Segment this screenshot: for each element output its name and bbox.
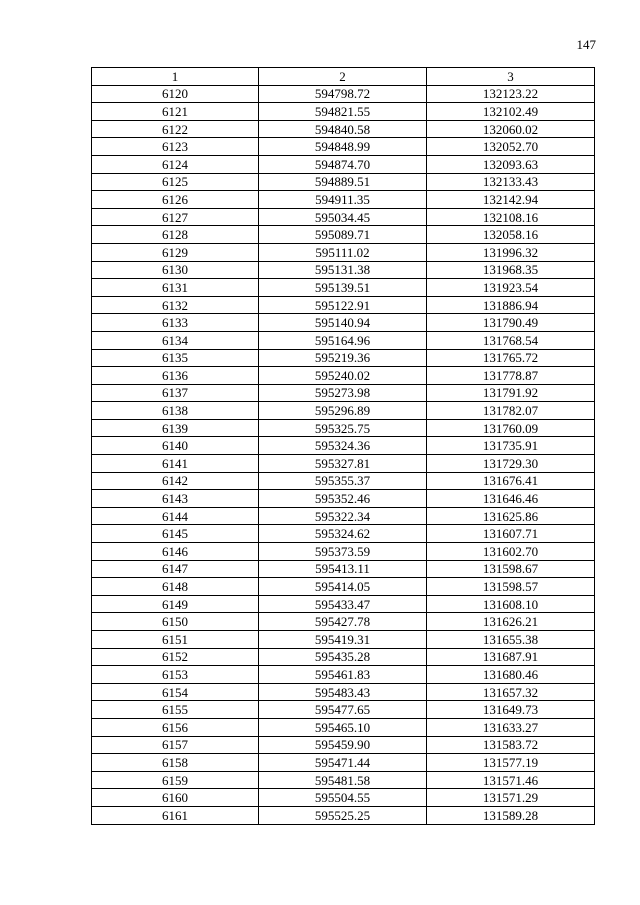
table-row	[92, 754, 595, 772]
table-cell-col-1: 6138	[92, 402, 259, 420]
page-number: 147	[576, 37, 596, 52]
table-row	[92, 243, 595, 261]
table-row	[92, 279, 595, 297]
table-cell-col-3: 131598.67	[427, 560, 595, 578]
table-cell-col-1: 6126	[92, 191, 259, 209]
table-cell-col-1: 6140	[92, 437, 259, 455]
table-cell-col-2: 595427.78	[259, 613, 427, 631]
table-cell-col-1: 6122	[92, 120, 259, 138]
table-row	[92, 314, 595, 332]
table-row	[92, 226, 595, 244]
table-cell-col-1: 6125	[92, 173, 259, 191]
table-row	[92, 208, 595, 226]
table-cell-col-2: 595435.28	[259, 648, 427, 666]
table-cell-col-3: 131633.27	[427, 718, 595, 736]
table-cell-col-1: 6144	[92, 507, 259, 525]
table-cell-col-3: 131782.07	[427, 402, 595, 420]
table-cell-col-3: 131625.86	[427, 507, 595, 525]
table-cell-col-1: 6157	[92, 736, 259, 754]
table-cell-col-3: 131791.92	[427, 384, 595, 402]
table-cell-col-2: 595481.58	[259, 771, 427, 789]
table-cell-col-3: 131646.46	[427, 490, 595, 508]
table-row	[92, 331, 595, 349]
table-cell-col-1: 6137	[92, 384, 259, 402]
table-cell-col-1: 6155	[92, 701, 259, 719]
table-cell-col-3: 131577.19	[427, 754, 595, 772]
table-row	[92, 490, 595, 508]
table-cell-col-3: 131602.70	[427, 543, 595, 561]
table-cell-col-1: 6132	[92, 296, 259, 314]
header-cell-1: 1	[92, 68, 259, 86]
table-cell-col-3: 131571.29	[427, 789, 595, 807]
table-cell-col-2: 595465.10	[259, 718, 427, 736]
table-cell-col-2: 595324.62	[259, 525, 427, 543]
table-cell-col-3: 132142.94	[427, 191, 595, 209]
table-cell-col-1: 6158	[92, 754, 259, 772]
table-row	[92, 138, 595, 156]
table-cell-col-2: 595352.46	[259, 490, 427, 508]
table-cell-col-2: 595322.34	[259, 507, 427, 525]
table-cell-col-2: 595219.36	[259, 349, 427, 367]
table-cell-col-1: 6135	[92, 349, 259, 367]
table-cell-col-1: 6139	[92, 419, 259, 437]
table-cell-col-1: 6153	[92, 666, 259, 684]
table-row	[92, 578, 595, 596]
table-cell-col-3: 131790.49	[427, 314, 595, 332]
table-cell-col-1: 6152	[92, 648, 259, 666]
table-cell-col-2: 595240.02	[259, 367, 427, 385]
table-cell-col-1: 6154	[92, 683, 259, 701]
table-cell-col-2: 595089.71	[259, 226, 427, 244]
table-row	[92, 666, 595, 684]
table-cell-col-1: 6120	[92, 85, 259, 103]
table-cell-col-1: 6143	[92, 490, 259, 508]
table-cell-col-1: 6146	[92, 543, 259, 561]
table-row	[92, 701, 595, 719]
header-cell-2: 2	[259, 68, 427, 86]
table-cell-col-3: 132052.70	[427, 138, 595, 156]
table-cell-col-1: 6151	[92, 631, 259, 649]
table-cell-col-1: 6123	[92, 138, 259, 156]
table-cell-col-2: 595139.51	[259, 279, 427, 297]
table-row	[92, 296, 595, 314]
table-cell-col-3: 131778.87	[427, 367, 595, 385]
table-row	[92, 120, 595, 138]
table-row	[92, 191, 595, 209]
table-cell-col-2: 595477.65	[259, 701, 427, 719]
table-cell-col-2: 595419.31	[259, 631, 427, 649]
table-cell-col-2: 595324.36	[259, 437, 427, 455]
table-cell-col-2: 594821.55	[259, 103, 427, 121]
table-cell-col-2: 595459.90	[259, 736, 427, 754]
table-row	[92, 525, 595, 543]
table-cell-col-1: 6149	[92, 595, 259, 613]
table-cell-col-1: 6145	[92, 525, 259, 543]
table-cell-col-2: 595131.38	[259, 261, 427, 279]
table-cell-col-1: 6142	[92, 472, 259, 490]
table-cell-col-3: 132108.16	[427, 208, 595, 226]
table-cell-col-2: 595413.11	[259, 560, 427, 578]
table-cell-col-3: 131765.72	[427, 349, 595, 367]
table-cell-col-1: 6160	[92, 789, 259, 807]
table-row	[92, 419, 595, 437]
table-row	[92, 736, 595, 754]
table-cell-col-2: 595373.59	[259, 543, 427, 561]
table-cell-col-1: 6134	[92, 331, 259, 349]
table-cell-col-2: 594874.70	[259, 155, 427, 173]
table-cell-col-3: 131583.72	[427, 736, 595, 754]
table-cell-col-3: 131729.30	[427, 455, 595, 473]
table-row	[92, 455, 595, 473]
table-row	[92, 103, 595, 121]
table-cell-col-2: 595164.96	[259, 331, 427, 349]
table-cell-col-1: 6121	[92, 103, 259, 121]
table-cell-col-3: 131923.54	[427, 279, 595, 297]
table-row	[92, 85, 595, 103]
table-cell-col-2: 595325.75	[259, 419, 427, 437]
table-cell-col-2: 595122.91	[259, 296, 427, 314]
table-cell-col-2: 595471.44	[259, 754, 427, 772]
table-cell-col-3: 131589.28	[427, 806, 595, 824]
table-cell-col-2: 594911.35	[259, 191, 427, 209]
table-row	[92, 437, 595, 455]
table-row	[92, 402, 595, 420]
table-cell-col-2: 594889.51	[259, 173, 427, 191]
coordinates-table	[91, 67, 595, 825]
table-row	[92, 155, 595, 173]
table-cell-col-2: 595433.47	[259, 595, 427, 613]
table-row	[92, 543, 595, 561]
table-cell-col-3: 131676.41	[427, 472, 595, 490]
table-cell-col-1: 6129	[92, 243, 259, 261]
table-cell-col-3: 132102.49	[427, 103, 595, 121]
table-cell-col-3: 132133.43	[427, 173, 595, 191]
table-cell-col-3: 131607.71	[427, 525, 595, 543]
table-row	[92, 367, 595, 385]
table-row	[92, 507, 595, 525]
table-row	[92, 718, 595, 736]
table-cell-col-3: 131687.91	[427, 648, 595, 666]
table-cell-col-1: 6131	[92, 279, 259, 297]
table-cell-col-1: 6147	[92, 560, 259, 578]
table-row	[92, 173, 595, 191]
table-cell-col-3: 131968.35	[427, 261, 595, 279]
table-cell-col-3: 131655.38	[427, 631, 595, 649]
table-row	[92, 789, 595, 807]
table-row	[92, 806, 595, 824]
table-row	[92, 631, 595, 649]
table-cell-col-3: 132060.02	[427, 120, 595, 138]
table-cell-col-1: 6150	[92, 613, 259, 631]
table-body	[92, 85, 595, 824]
table-cell-col-1: 6128	[92, 226, 259, 244]
table-cell-col-3: 131760.09	[427, 419, 595, 437]
table-cell-col-2: 594798.72	[259, 85, 427, 103]
table-cell-col-3: 131598.57	[427, 578, 595, 596]
header-row	[92, 68, 595, 86]
table-cell-col-3: 132093.63	[427, 155, 595, 173]
table-cell-col-3: 132058.16	[427, 226, 595, 244]
table-cell-col-2: 595111.02	[259, 243, 427, 261]
table-cell-col-3: 131768.54	[427, 331, 595, 349]
table-cell-col-2: 595461.83	[259, 666, 427, 684]
table-row	[92, 384, 595, 402]
table-cell-col-3: 131886.94	[427, 296, 595, 314]
table-cell-col-3: 132123.22	[427, 85, 595, 103]
table-cell-col-2: 595296.89	[259, 402, 427, 420]
table-header	[92, 68, 595, 86]
table-cell-col-1: 6136	[92, 367, 259, 385]
table-cell-col-2: 595327.81	[259, 455, 427, 473]
table-cell-col-2: 595355.37	[259, 472, 427, 490]
table-cell-col-2: 595034.45	[259, 208, 427, 226]
table-cell-col-1: 6133	[92, 314, 259, 332]
table-row	[92, 560, 595, 578]
table-cell-col-1: 6141	[92, 455, 259, 473]
table-cell-col-1: 6159	[92, 771, 259, 789]
table-cell-col-2: 595414.05	[259, 578, 427, 596]
table-cell-col-1: 6156	[92, 718, 259, 736]
table-cell-col-3: 131608.10	[427, 595, 595, 613]
table-cell-col-2: 594840.58	[259, 120, 427, 138]
table-row	[92, 349, 595, 367]
table-row	[92, 648, 595, 666]
table-cell-col-2: 594848.99	[259, 138, 427, 156]
table-cell-col-2: 595483.43	[259, 683, 427, 701]
table-cell-col-3: 131657.32	[427, 683, 595, 701]
table-cell-col-2: 595504.55	[259, 789, 427, 807]
table-cell-col-3: 131996.32	[427, 243, 595, 261]
table-row	[92, 771, 595, 789]
table-cell-col-3: 131649.73	[427, 701, 595, 719]
table-cell-col-2: 595273.98	[259, 384, 427, 402]
table-cell-col-3: 131680.46	[427, 666, 595, 684]
table-cell-col-3: 131626.21	[427, 613, 595, 631]
table-cell-col-3: 131735.91	[427, 437, 595, 455]
table-row	[92, 683, 595, 701]
table-row	[92, 261, 595, 279]
table-cell-col-3: 131571.46	[427, 771, 595, 789]
table-cell-col-1: 6124	[92, 155, 259, 173]
table-row	[92, 613, 595, 631]
table-cell-col-1: 6127	[92, 208, 259, 226]
header-cell-3: 3	[427, 68, 595, 86]
table-cell-col-1: 6148	[92, 578, 259, 596]
table-cell-col-1: 6130	[92, 261, 259, 279]
table-cell-col-2: 595140.94	[259, 314, 427, 332]
table-row	[92, 595, 595, 613]
table-cell-col-2: 595525.25	[259, 806, 427, 824]
table-cell-col-1: 6161	[92, 806, 259, 824]
table-row	[92, 472, 595, 490]
